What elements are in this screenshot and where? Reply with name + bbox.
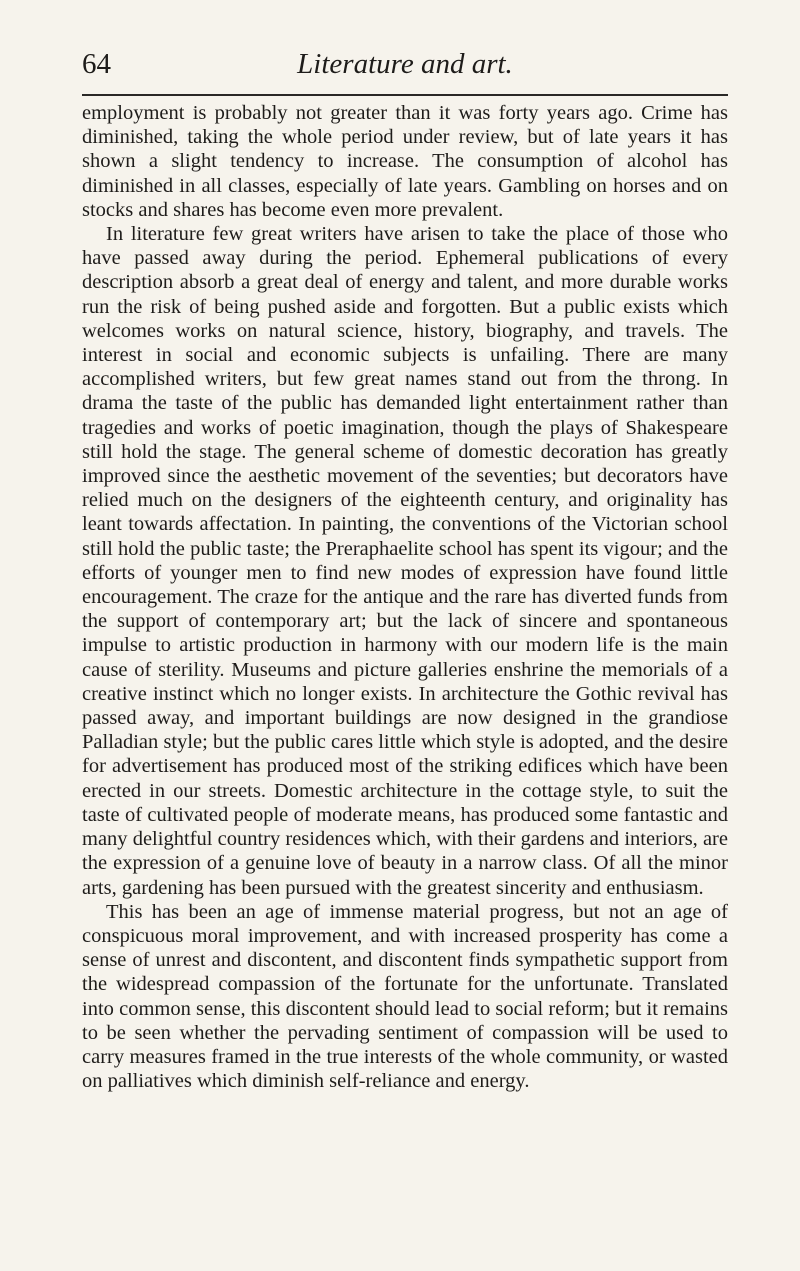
page-number: 64 [82,48,111,80]
paragraph-2: In literature few great writers have arisen to take the place of those who have passed away during the period. Ephemeral publications of every description absorb a great deal of energy and talent, and more durable works run the risk of being pushed aside and forgotten. But a public exists which welcomes works on natural science, history, biography, and travels. The interest in social and economic subjects is unfailing. There are many accomplished writers, but few great names stand out from the throng. In drama the taste of the public has demanded light entertainment rather than tragedies and works of poetic imagination, though the plays of Shakespeare still hold the stage. The general scheme of domestic decoration has greatly improved since the aesthetic movement of the seventies; but decorators have relied much on the designers of the eighteenth century, and originality has leant towards affectation. In painting, the conventions of the Victorian school still hold the public taste; the Preraphaelite school has spent its vigour; and the efforts of younger men to find new modes of expression have found little encouragement. The craze for the antique and the rare has diverted funds from the support of contemporary art; but the lack of sincere and spontaneous impulse to artistic production in harmony with our modern life is the main cause of sterility. Museums and picture galleries enshrine the memorials of a creative instinct which no longer exists. In architecture the Gothic revival has passed away, and important buildings are now designed in the grandiose Palladian style; but the public cares little which style is adopted, and the desire for advertisement has produced most of the striking edifices which have been erected in our streets. Domestic architecture in the cottage style, to suit the taste of cultivated people of moderate means, has produced some fantastic and many delightful country residences which, with their gardens and interiors, are the expression of a genuine love of beauty in a narrow class. Of all the minor arts, gardening has been pursued with the greatest sincerity and enthusiasm. [82,223,728,899]
running-title: Literature and art. [297,48,513,80]
paragraph-3: This has been an age of immense material progress, but not an age of conspicuous moral improvement, and with increased prosperity has come a sense of unrest and discontent, and discontent finds sympathetic support from the widespread compassion of the fortunate for the unfortunate. Translated into common sense, this discontent should lead to social reform; but it remains to be seen whether the pervading sentiment of compassion will be used to carry measures framed in the true interests of the whole community, or wasted on palliatives which diminish self-reliance and energy. [82,900,728,1093]
page-header [82,48,728,88]
header-rule [82,94,728,96]
body-text [82,101,728,1093]
paragraph-1: employment is probably not greater than it was forty years ago. Crime has diminished, taking the whole period under review, but of late years it has shown a slight tendency to increase. The consumption of alcohol has diminished in all classes, especially of late years. Gambling on horses and on stocks and shares has become even more prevalent. [82,102,728,221]
